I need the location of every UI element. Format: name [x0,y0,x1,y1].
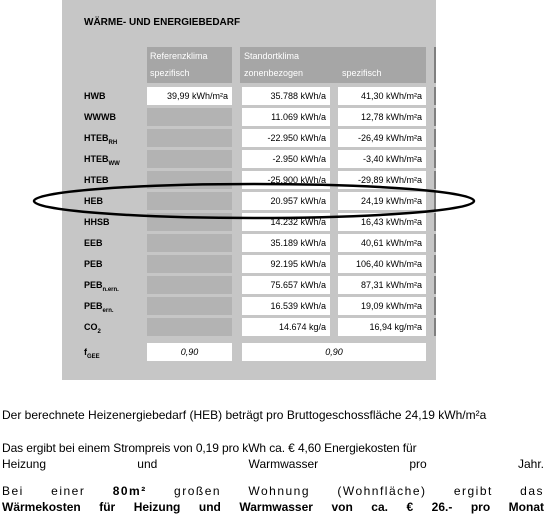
paragraph-flat-line2: Wärmekosten für Heizung und Warmwasser von ca. € 26.- pro Monat [2,500,544,514]
zone-cell: 20.957 kWh/a [242,192,330,210]
zone-cell: 14.232 kWh/a [242,213,330,231]
zone-cell: 16.539 kWh/a [242,297,330,315]
zone-cell: -25.900 kWh/a [242,171,330,189]
paragraph-cost-line1: Das ergibt bei einem Strompreis von 0,19 pro kWh ca. € 4,60 Energiekosten für [2,441,417,455]
paragraph-cost-line2: Heizung und Warmwasser pro Jahr. [2,457,544,471]
row-label: $HTEB_{WW}$ [84,154,120,167]
specific-cell: 87,31 kWh/m²a [338,276,426,294]
zone-cell: 14.674 kg/a [242,318,330,336]
row-label: HHSB [84,217,110,227]
specific-cell: 40,61 kWh/m²a [338,234,426,252]
row-label: WWWB [84,112,116,122]
paragraph-flat-line1: Bei einer 80m² großen Wohnung (Wohnfläche) ergibt das [2,484,545,498]
specific-cell: 12,78 kWh/m²a [338,108,426,126]
row-label: EEB [84,238,103,248]
specific-cell: -26,49 kWh/m²a [338,129,426,147]
fgee-reference-value: 0,90 [147,343,232,361]
header-site-line2: zonenbezogen [244,68,304,78]
header-ref-line1: Referenzklima [150,51,208,61]
row-label: PEB [84,259,103,269]
row-label: $PEB_{n.ern.}$ [84,280,119,293]
specific-cell: 41,30 kWh/m²a [338,87,426,105]
zone-cell: 35.788 kWh/a [242,87,330,105]
zone-cell: 92.195 kWh/a [242,255,330,273]
header-ref-line2: spezifisch [150,68,190,78]
specific-cell: 16,94 kg/m²a [338,318,426,336]
specific-cell: 16,43 kWh/m²a [338,213,426,231]
row-label: $HTEB_{RH}$ [84,133,118,146]
zone-cell: 11.069 kWh/a [242,108,330,126]
specific-cell: 24,19 kWh/m²a [338,192,426,210]
specific-cell: -29,89 kWh/m²a [338,171,426,189]
row-label: HEB [84,196,104,206]
zone-cell: -2.950 kWh/a [242,150,330,168]
zone-cell: 75.657 kWh/a [242,276,330,294]
specific-cell: 106,40 kWh/m²a [338,255,426,273]
row-label-fgee: $f_{GEE}$ [84,347,100,360]
header-site-specific: spezifisch [342,68,382,78]
row-label: HWB [84,91,106,101]
specific-cell: 19,09 kWh/m²a [338,297,426,315]
header-site-line1: Standortklima [244,51,300,61]
paragraph-heb: Der berechnete Heizenergiebedarf (HEB) beträgt pro Bruttogeschossfläche 24,19 kWh/m²a [2,408,487,422]
specific-cell: -3,40 kWh/m²a [338,150,426,168]
reference-cell: 39,99 kWh/m²a [147,87,232,105]
zone-cell: -22.950 kWh/a [242,129,330,147]
zone-cell: 35.189 kWh/a [242,234,330,252]
fgee-site-value: 0,90 [242,343,426,361]
row-label: HTEB [84,175,109,185]
panel-title: WÄRME- UND ENERGIEBEDARF [84,17,241,28]
row-label: $PEB_{ern.}$ [84,301,114,314]
row-label: $CO_2$ [84,322,101,335]
